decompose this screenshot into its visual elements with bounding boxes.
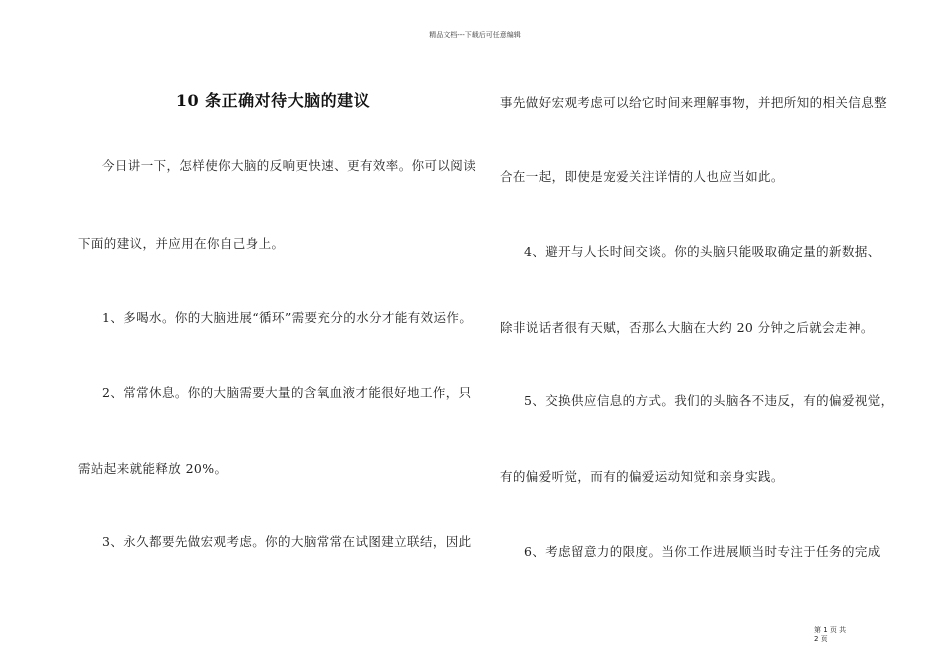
paragraph-line: 合在一起，即使是宠爱关注详情的人也应当如此。 [500, 169, 784, 184]
page-number: 第 1 页 共 2 页 [814, 626, 847, 643]
paragraph-line: 4、避开与人长时间交谈。你的头脑只能吸取确定量的新数据、 [524, 244, 881, 259]
paragraph-line: 2、常常休息。你的大脑需要大量的含氧血液才能很好地工作，只 [102, 385, 472, 400]
paragraph-line: 6、考虑留意力的限度。当你工作进展顺当时专注于任务的完成 [524, 544, 881, 559]
paragraph-line: 有的偏爱听觉，而有的偏爱运动知觉和亲身实践。 [500, 469, 784, 484]
paragraph-line: 5、交换供应信息的方式。我们的头脑各不违反，有的偏爱视觉， [524, 393, 894, 408]
paragraph-line: 除非说话者很有天赋，否那么大脑在大约 20 分钟之后就会走神。 [500, 320, 874, 335]
paragraph-line: 下面的建议，并应用在你自己身上。 [78, 236, 285, 251]
paragraph-line: 事先做好宏观考虑可以给它时间来理解事物，并把所知的相关信息整 [500, 95, 888, 110]
paragraph-line: 1、多喝水。你的大脑进展“循环”需要充分的水分才能有效运作。 [102, 310, 473, 325]
paragraph-line: 需站起来就能释放 20%。 [78, 461, 228, 476]
document-title: 10 条正确对待大脑的建议 [175, 91, 371, 110]
paragraph-line: 今日讲一下，怎样使你大脑的反响更快速、更有效率。你可以阅读 [102, 158, 477, 173]
document-header-note: 精品文档---下载后可任意编辑 [429, 31, 521, 39]
paragraph-line: 3、永久都要先做宏观考虑。你的大脑常常在试图建立联结，因此 [102, 534, 472, 549]
